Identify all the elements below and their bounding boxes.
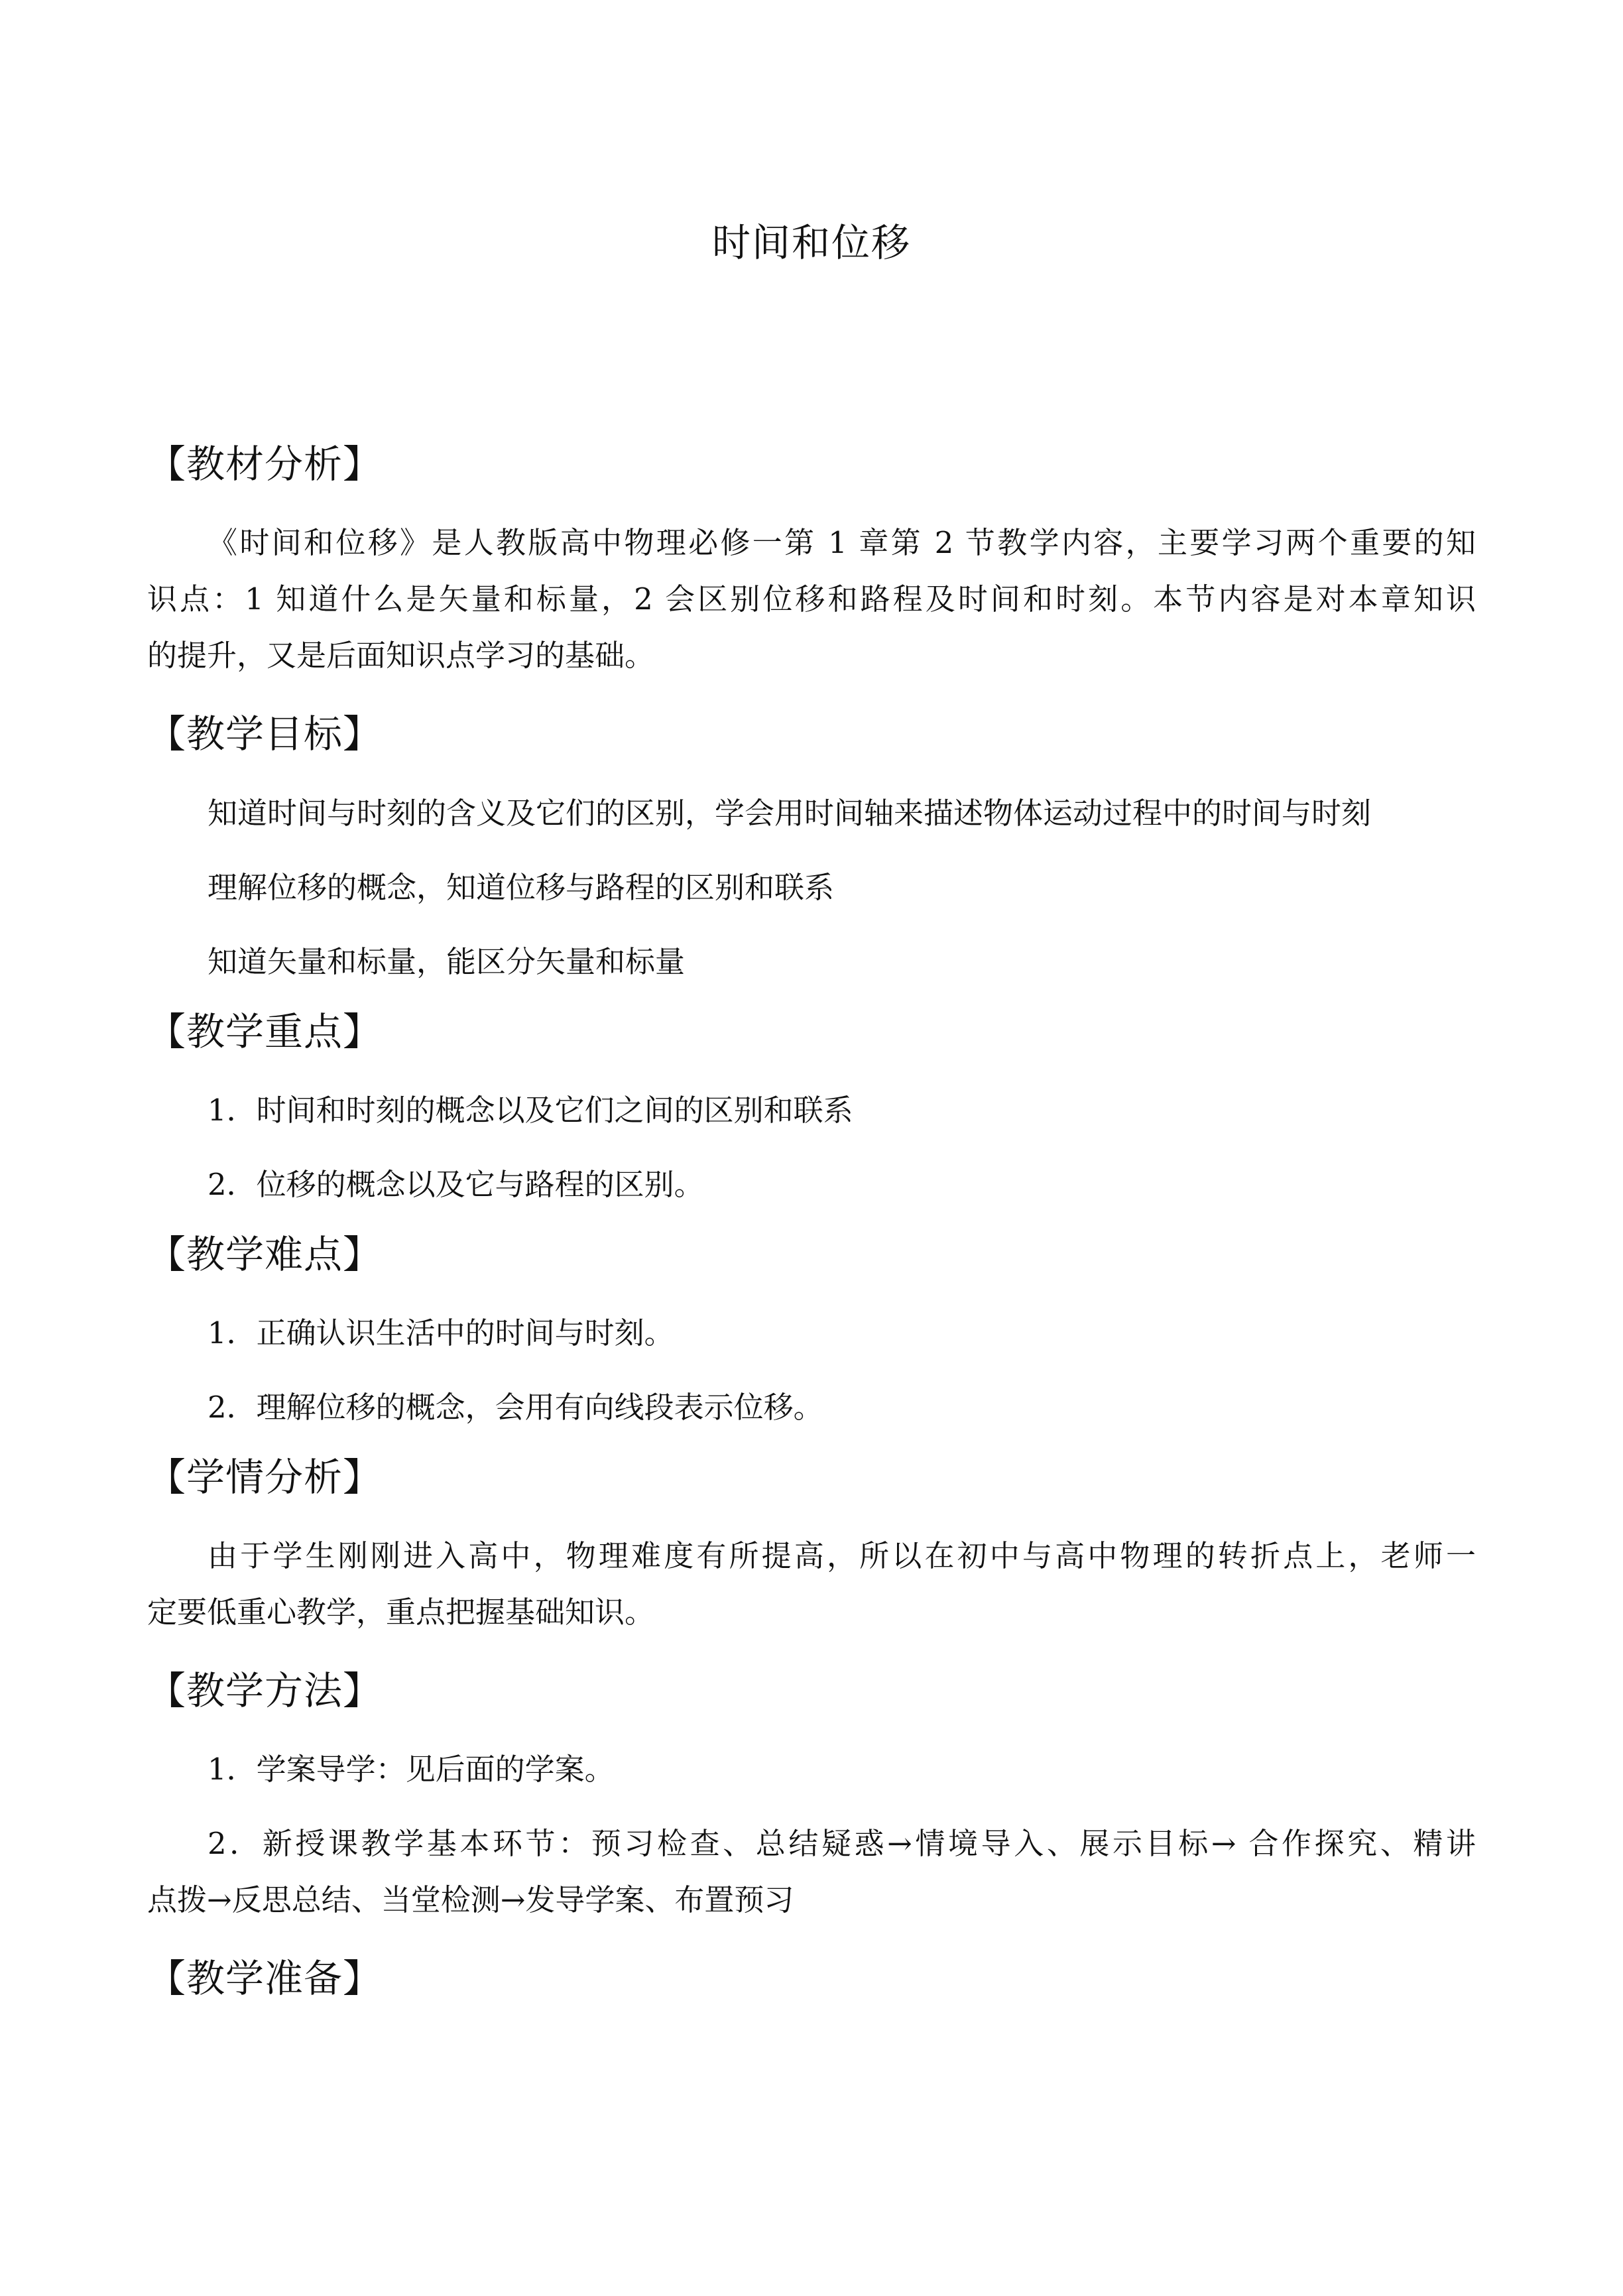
key-point-item: 1．时间和时刻的概念以及它们之间的区别和联系	[208, 1093, 853, 1128]
paragraph-line: 《时间和位移》是人教版高中物理必修一第 1 章第 2 节教学内容，主要学习两个重要的知	[208, 525, 1476, 560]
objective-item: 知道时间与时刻的含义及它们的区别，学会用时间轴来描述物体运动过程中的时间与时刻	[208, 796, 1372, 831]
paragraph-line: 由于学生刚刚进入高中，物理难度有所提高，所以在初中与高中物理的转折点上，老师一	[208, 1538, 1476, 1573]
section-heading-difficulties: 【教学难点】	[147, 1232, 383, 1277]
document-title: 时间和位移	[711, 220, 911, 265]
difficulty-item: 1．正确认识生活中的时间与时刻。	[208, 1315, 674, 1351]
paragraph-line: 定要低重心教学，重点把握基础知识。	[147, 1595, 655, 1630]
objective-item: 知道矢量和标量，能区分矢量和标量	[208, 944, 686, 979]
difficulty-item: 2．理解位移的概念，会用有向线段表示位移。	[208, 1390, 823, 1425]
paragraph-line: 识点：1 知道什么是矢量和标量，2 会区别位移和路程及时间和时刻。本节内容是对本章知识	[147, 581, 1476, 617]
key-point-item: 2．位移的概念以及它与路程的区别。	[208, 1167, 704, 1202]
section-heading-objectives: 【教学目标】	[147, 711, 383, 756]
method-item-continuation: 点拨→反思总结、当堂检测→发导学案、布置预习	[147, 1882, 794, 1917]
section-heading-key-points: 【教学重点】	[147, 1009, 383, 1054]
section-heading-material-analysis: 【教材分析】	[147, 442, 383, 487]
section-heading-methods: 【教学方法】	[147, 1668, 383, 1713]
section-heading-student-analysis: 【学情分析】	[147, 1455, 383, 1500]
section-heading-preparation: 【教学准备】	[147, 1956, 383, 2001]
method-item: 1．学案导学：见后面的学案。	[208, 1752, 615, 1787]
objective-item: 理解位移的概念，知道位移与路程的区别和联系	[208, 870, 835, 905]
paragraph-line: 的提升，又是后面知识点学习的基础。	[147, 638, 655, 673]
method-item: 2．新授课教学基本环节：预习检查、总结疑惑→情境导入、展示目标→ 合作探究、精讲	[208, 1826, 1476, 1861]
